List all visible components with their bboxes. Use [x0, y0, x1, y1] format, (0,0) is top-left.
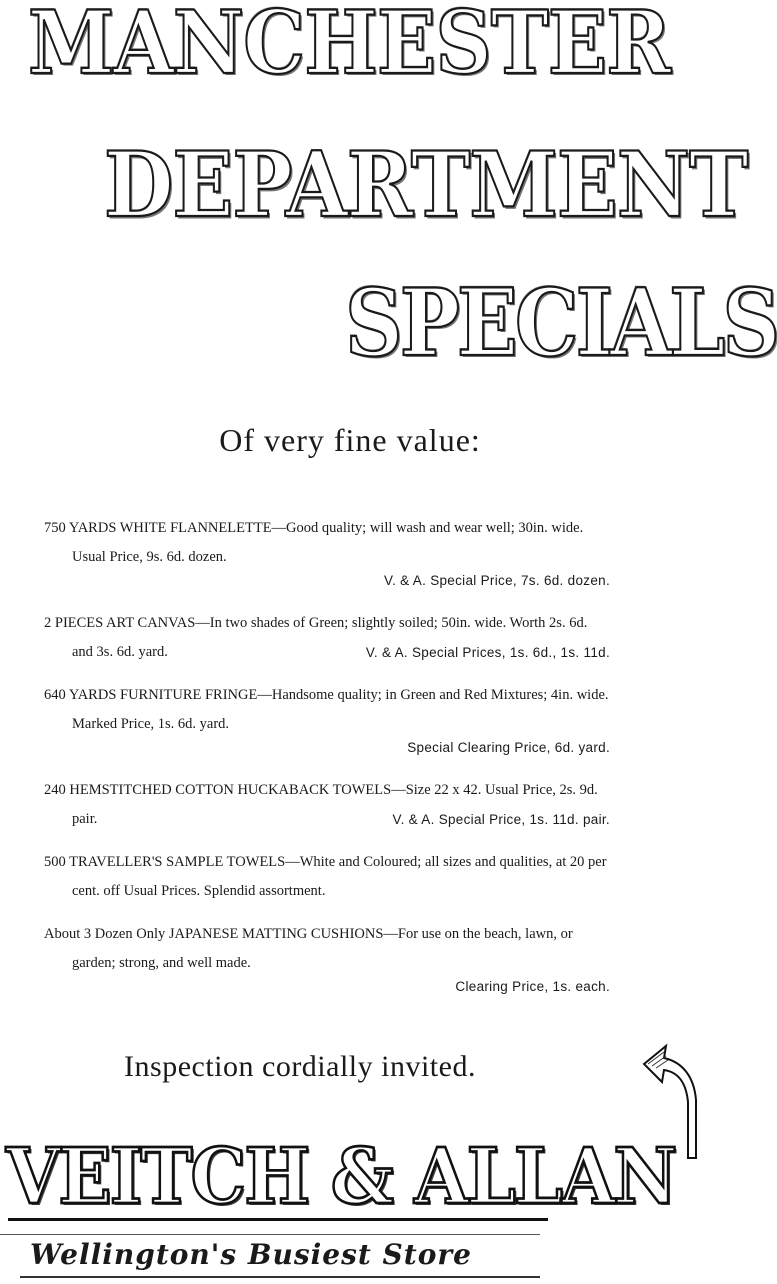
list-item [44, 514, 610, 595]
item-price: V. & A. Special Price, 1s. 11d. pair. [392, 812, 610, 827]
headline-specials: SPECIALS [345, 267, 777, 377]
brand-underline [8, 1218, 548, 1221]
item-price: Special Clearing Price, 6d. yard. [407, 740, 610, 755]
item-description: About 3 Dozen Only JAPANESE MATTING CUSHIONS—For use on the beach, lawn, or garden; strong, and well made. [44, 926, 573, 971]
invitation-line: Inspection cordially invited. [124, 1050, 476, 1083]
subtitle: Of very fine value: [219, 422, 481, 458]
list-item [44, 681, 610, 762]
item-price: V. & A. Special Prices, 1s. 6d., 1s. 11d. [365, 645, 610, 660]
divider [20, 1276, 540, 1278]
item-description: 500 TRAVELLER'S SAMPLE TOWELS—White and Coloured; all sizes and qualities, at 20 per cent. off Usual Prices. Splendid assortment. [44, 854, 607, 899]
item-price: Clearing Price, 1s. each. [455, 979, 610, 994]
headline-department: DEPARTMENT [104, 132, 748, 238]
item-description: 640 YARDS FURNITURE FRINGE—Handsome quality; in Green and Red Mixtures; 4in. wide. Marked Price, 1s. 6d. yard. [44, 687, 609, 732]
list-item [44, 776, 610, 834]
headline-manchester: MANCHESTER [28, 0, 671, 95]
brand-tagline: Wellington's Busiest Store [30, 1238, 472, 1271]
item-description: 2 PIECES ART CANVAS—In two shades of Green; slightly soiled; 50in. wide. Worth 2s. 6d. and 3s. 6d. yard. [44, 615, 588, 660]
item-description: 240 HEMSTITCHED COTTON HUCKABACK TOWELS—Size 22 x 42. Usual Price, 2s. 9d. pair. [44, 782, 598, 827]
item-description: 750 YARDS WHITE FLANNELETTE—Good quality; will wash and wear well; 30in. wide. Usual Price, 9s. 6d. dozen. [44, 520, 584, 565]
divider [0, 1234, 540, 1235]
list-item [44, 609, 610, 667]
brand-name: VEITCH & ALLAN [6, 1130, 676, 1222]
item-price: V. & A. Special Price, 7s. 6d. dozen. [384, 573, 610, 588]
item-list [44, 514, 610, 1015]
list-item [44, 848, 610, 906]
list-item [44, 920, 610, 1001]
